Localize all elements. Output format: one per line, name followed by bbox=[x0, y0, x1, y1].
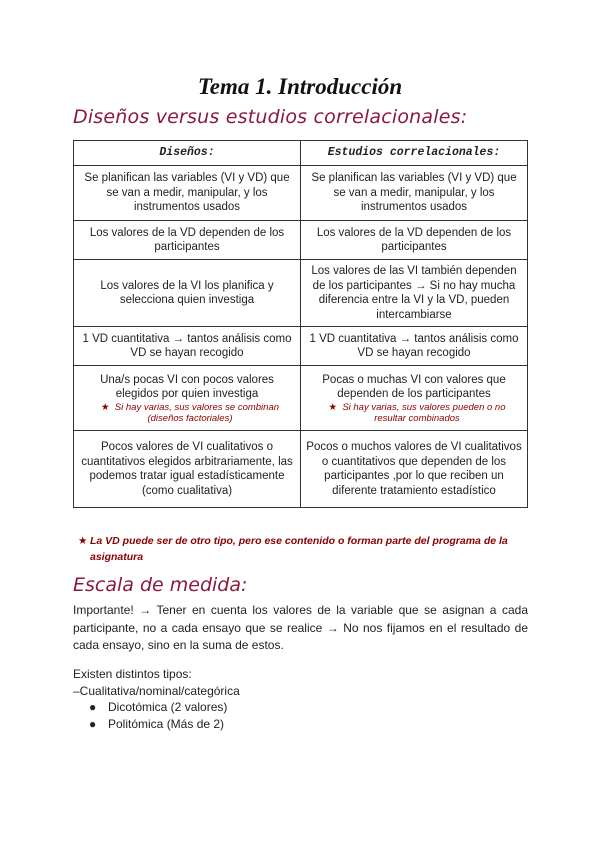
table-row bbox=[74, 260, 528, 327]
table-header-row bbox=[74, 141, 528, 166]
list-item-text: Politómica (Más de 2) bbox=[108, 716, 225, 731]
table-row bbox=[74, 221, 528, 260]
table-cell-left: Se planifican las variables (VI y VD) que se van a medir, manipular, y los instrumentos usados bbox=[74, 166, 301, 221]
paragraph: Importante! → Tener en cuenta los valores de la variable que se asignan a cada participante, no a cada ensayo que se realice → No nos fijamos en el resultado de cada ensayo, sino en la suma de estos. bbox=[73, 603, 528, 652]
types-list bbox=[73, 699, 227, 732]
section-subtitle: Diseños versus estudios correlacionales: bbox=[73, 106, 468, 128]
list-item bbox=[73, 716, 227, 733]
table-cell-left: 1 VD cuantitativa → tantos análisis como VD se hayan recogido bbox=[74, 327, 301, 366]
table-cell-right: Los valores de la VD dependen de los participantes bbox=[301, 221, 528, 260]
bullet-icon: ● bbox=[89, 716, 97, 731]
list-item-text: Dicotómica (2 valores) bbox=[108, 700, 228, 714]
star-icon: ★ bbox=[328, 401, 338, 413]
cell-note-text: Si hay varias, sus valores pueden o no resultar combinados bbox=[342, 401, 506, 424]
table-cell-right: Se planifican las variables (VI y VD) que se van a medir, manipular, y los instrumentos usados bbox=[301, 166, 528, 221]
footnote bbox=[78, 533, 535, 565]
page-title: Tema 1. Introducción bbox=[197, 74, 403, 99]
cell-note bbox=[305, 402, 523, 424]
table-cell-left: Los valores de la VI los planifica y selecciona quien investiga bbox=[74, 260, 301, 327]
section-title: Escala de medida: bbox=[73, 574, 248, 596]
table-cell-right bbox=[301, 366, 528, 431]
table-cell-left: Los valores de la VD dependen de los participantes bbox=[74, 221, 301, 260]
table-cell-right: Pocos o muchos valores de VI cualitativos o cuantitativos que dependen de los participantes ,por lo que reciben un diferente tratamiento estadístico bbox=[301, 431, 528, 508]
table-row bbox=[74, 431, 528, 508]
types-category: –Cualitativa/nominal/categórica bbox=[73, 684, 240, 698]
table-cell-right: Los valores de las VI también dependen de los participantes → Si no hay mucha diferencia entre la VI y la VD, pueden intercambiarse bbox=[301, 260, 528, 327]
table-row bbox=[74, 366, 528, 431]
cell-text: Pocas o muchas VI con valores que dependen de los participantes bbox=[322, 373, 506, 400]
comparison-table bbox=[73, 140, 528, 508]
table-cell-left bbox=[74, 366, 301, 431]
cell-text: Una/s pocas VI con pocos valores elegidos por quien investiga bbox=[100, 373, 274, 400]
table-header-estudios: Estudios correlacionales: bbox=[301, 141, 528, 166]
cell-note bbox=[78, 402, 296, 424]
table-cell-right: 1 VD cuantitativa → tantos análisis como VD se hayan recogido bbox=[301, 327, 528, 366]
types-intro: Existen distintos tipos: bbox=[73, 667, 192, 681]
table-row bbox=[74, 327, 528, 366]
star-icon: ★ bbox=[78, 535, 88, 547]
table-cell-left: Pocos valores de VI cualitativos o cuantitativos elegidos arbitrariamente, las podemos tratar igual estadísticamente (como cualitativa) bbox=[74, 431, 301, 508]
bullet-icon: ● bbox=[89, 700, 97, 714]
footnote-text: La VD puede ser de otro tipo, pero ese contenido o forman parte del programa de la asignatura bbox=[90, 535, 508, 563]
cell-note-text: Si hay varias, sus valores se combinan (diseños factoriales) bbox=[114, 401, 280, 424]
star-icon: ★ bbox=[100, 401, 110, 413]
list-item bbox=[73, 699, 227, 716]
table-row bbox=[74, 166, 528, 221]
table-header-disenos: Diseños: bbox=[74, 141, 301, 166]
